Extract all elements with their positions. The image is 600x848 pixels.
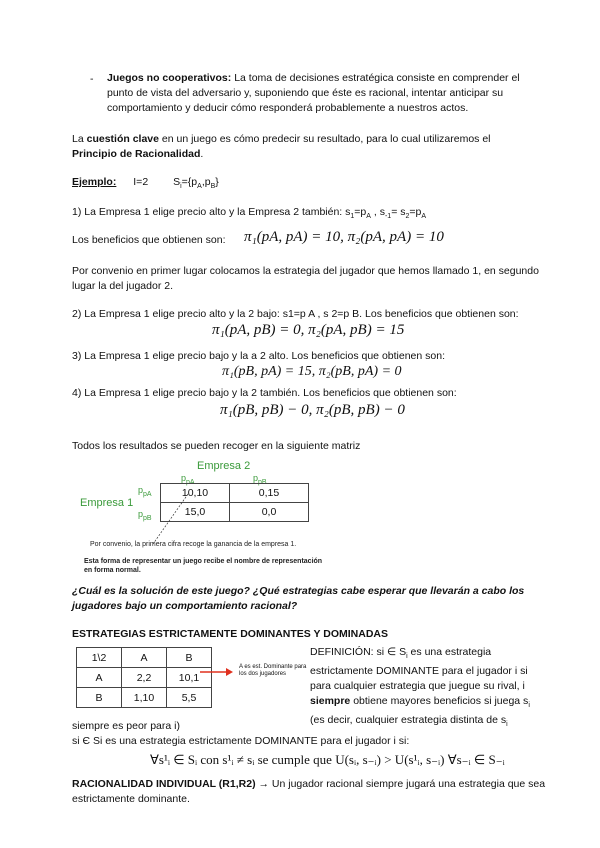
matrix1-col-pB: $p_{pB}$ bbox=[253, 473, 267, 486]
matrix2-cell: 1,10 bbox=[122, 688, 167, 708]
matrix1-note1: Por convenio, la primera cifra recoge la ganancia de la empresa 1. bbox=[90, 541, 297, 548]
matrix1-col-player: Empresa 2 bbox=[197, 460, 251, 472]
ejemplo-i: I=2 bbox=[133, 176, 149, 188]
case3-formula: π₁(pB, pA) = 15, π₂(pB, pA) = 0 bbox=[222, 364, 402, 379]
si-line: si Є Si es una estrategia estrictamente DOMINANTE para el jugador i si: bbox=[72, 735, 410, 747]
matrix1-col-pA: $p_{pA}$ bbox=[181, 473, 195, 486]
case2-formula: π₁(pA, pB) = 0, π₂(pA, pB) = 15 bbox=[212, 322, 405, 338]
ejemplo-label: Ejemplo: bbox=[72, 176, 117, 188]
bullet-text: La toma de decisiones estratégica consiste en comprender el punto de vista del adversario y, suponiendo que éste es racional, intentar anticipar su comportamiento y deducir cómo responderá probablemente a nuestros actos. bbox=[107, 72, 520, 114]
clave-pre: La bbox=[72, 133, 87, 145]
case1-text: 1) La Empresa 1 elige precio alto y la Empresa 2 también: $s_1=p_A$ , $s_{-1}= s_2=p_A$ bbox=[72, 206, 427, 221]
racionalidad-paragraph: RACIONALIDAD INDIVIDUAL (R1,R2) → Un jugador racional siempre jugará una estrategia que sea estrictamente dominante. bbox=[72, 778, 546, 805]
convenio-paragraph: Por convenio en primer lugar colocamos la estrategia del jugador que hemos llamado 1, en segundo lugar la del jugador 2. bbox=[72, 265, 539, 292]
ejemplo-line bbox=[72, 176, 219, 190]
beneficios1-label: Los beneficios que obtienen son: bbox=[72, 234, 226, 246]
matrix2-cell: B bbox=[77, 688, 122, 708]
case2-text: 2) La Empresa 1 elige precio alto y la 2 bajo: s1=p A , s 2=p B. Los beneficios que obtienen son: bbox=[72, 308, 519, 320]
arrow-icon bbox=[200, 667, 234, 677]
matrix1-note2: Esta forma de representar un juego recibe el nombre de representación en forma normal. bbox=[84, 558, 323, 574]
bullet-paragraph bbox=[107, 71, 547, 116]
dominance-formula: ∀s¹ᵢ ∈ Sᵢ con s¹ᵢ ≠ sᵢ se cumple que U(sᵢ, s₋ᵢ) > U(s¹ᵢ, s₋ᵢ) ∀s₋ᵢ ∈ S₋ᵢ bbox=[150, 752, 505, 767]
matrix2-table bbox=[76, 647, 212, 708]
clave-mid: en un juego es cómo predecir su resultado, para lo cual utilizaremos el bbox=[158, 133, 491, 145]
bullet-title: Juegos no cooperativos: bbox=[107, 72, 232, 84]
case4-text: 4) La Empresa 1 elige precio bajo y la 2 también. Los beneficios que obtienen son: bbox=[72, 387, 457, 399]
matrix1-row-pB: $p_{pB}$ bbox=[138, 509, 152, 522]
clave-paragraph bbox=[72, 132, 552, 162]
matrix1-cell: 10,10 bbox=[161, 484, 230, 503]
matrix1-row-player: Empresa 1 bbox=[80, 497, 134, 509]
matrix1-cell: 0,15 bbox=[230, 484, 309, 503]
ejemplo-s: $S_i=\{p_A,p_B\}$ bbox=[173, 176, 219, 191]
matrix1-cell: 15,0 bbox=[161, 503, 230, 522]
matrix2-cell: 5,5 bbox=[167, 688, 212, 708]
matrix1-row-pA: $p_{pA}$ bbox=[138, 485, 152, 498]
matrix2-header-cell: 1\2 bbox=[77, 648, 122, 668]
case4-formula: π₁(pB, pB) − 0, π₂(pB, pB) − 0 bbox=[220, 402, 405, 418]
bullet-marker: - bbox=[90, 73, 94, 85]
matrix2-cell: 2,2 bbox=[122, 668, 167, 688]
section-title: ESTRATEGIAS ESTRICTAMENTE DOMINANTES Y DOMINADAS bbox=[72, 628, 388, 640]
todos-text: Todos los resultados se pueden recoger en la siguiente matriz bbox=[72, 440, 361, 452]
case3-text: 3) La Empresa 1 elige precio bajo y la a 2 alto. Los beneficios que obtienen son: bbox=[72, 350, 445, 362]
beneficios1-formula: π₁(pA, pA) = 10, π₂(pA, pA) = 10 bbox=[244, 229, 444, 245]
definicion-block: DEFINICIÓN: si ∈ $S_i$ es una estrategia estrictamente DOMINANTE para el jugador i si para cualquier estrategia que juegue su rival, i siempre obtiene mayores beneficios si juega $s_i$ (es decir, cualquier estrategia distinta de $s_i$ bbox=[310, 646, 530, 729]
matrix2-note: A es est. Dominante para los dos jugadores bbox=[239, 664, 307, 677]
matrix2-header-cell: B bbox=[167, 648, 212, 668]
matrix2-header-cell: A bbox=[122, 648, 167, 668]
clave-bold2: Principio de Racionalidad bbox=[72, 148, 201, 160]
clave-bold1: cuestión clave bbox=[86, 133, 159, 145]
clave-end: . bbox=[200, 148, 204, 160]
matrix2-cell: A bbox=[77, 668, 122, 688]
definicion-end: siempre es peor para i) bbox=[72, 720, 180, 732]
question-text: ¿Cuál es la solución de este juego? ¿Qué estrategias cabe esperar que llevarán a cabo los jugadores bajo un comportamiento racional? bbox=[72, 585, 525, 612]
matrix1-cell: 0,0 bbox=[230, 503, 309, 522]
matrix2-cell: 10,1 bbox=[167, 668, 212, 688]
